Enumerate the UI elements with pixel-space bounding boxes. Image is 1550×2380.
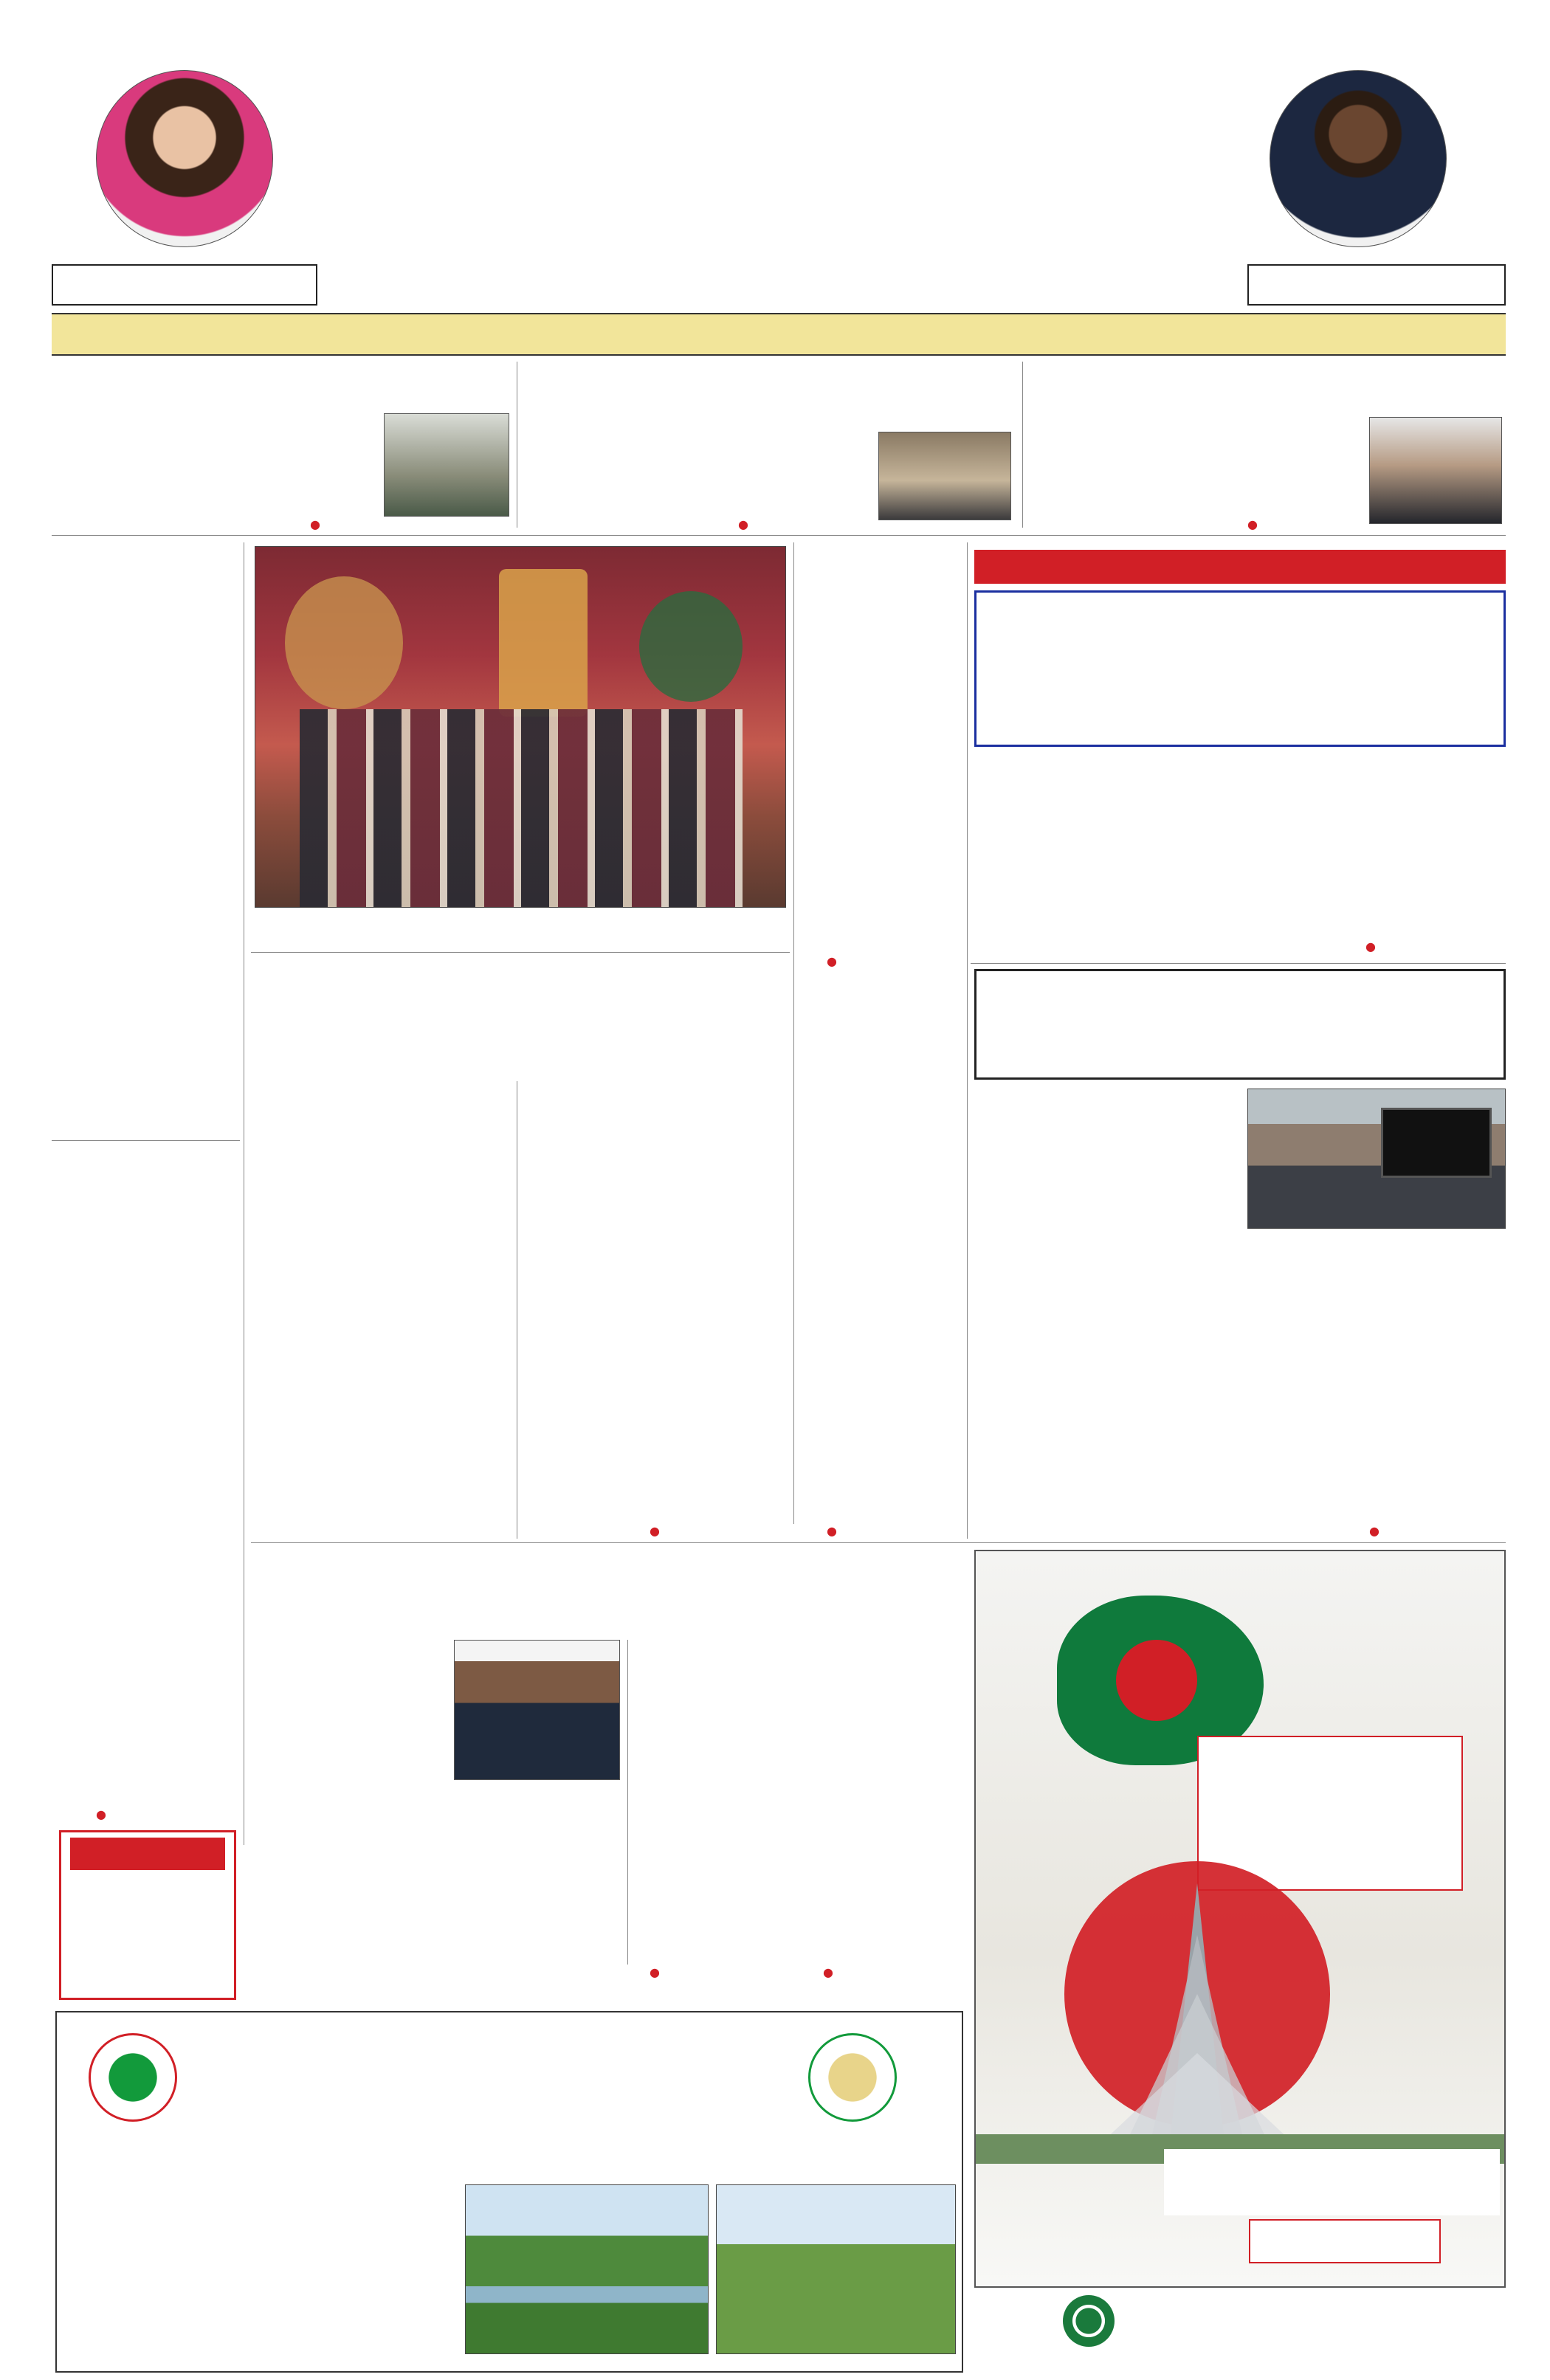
tarique-col1 bbox=[255, 1658, 447, 1953]
army-body bbox=[801, 1664, 960, 1959]
story4-body bbox=[55, 668, 236, 1133]
tarique-photo bbox=[454, 1640, 620, 1780]
tribute-box bbox=[1164, 2149, 1500, 2215]
army-cont[interactable]: ● bbox=[823, 1965, 833, 1979]
canal-photo-2 bbox=[716, 2184, 956, 2354]
banner-label-bar bbox=[974, 550, 1506, 584]
story5-cont[interactable]: ● bbox=[96, 1807, 106, 1821]
july-photo bbox=[1247, 1089, 1506, 1229]
story7-cont[interactable]: ● bbox=[827, 1524, 837, 1538]
entertainment-portrait bbox=[96, 70, 273, 247]
banner-headline-box bbox=[974, 590, 1506, 747]
rupali-ad[interactable] bbox=[974, 1550, 1506, 2288]
monument-icon bbox=[976, 1869, 1506, 2164]
lead-col1 bbox=[255, 1100, 509, 1524]
bangladesh-map-logo bbox=[89, 2033, 177, 2122]
badc-logo bbox=[808, 2033, 897, 2122]
canal-photo-1 bbox=[465, 2184, 709, 2354]
flag-sun-graphic bbox=[1116, 1640, 1197, 1721]
story2-body bbox=[528, 453, 871, 524]
story5-body bbox=[55, 1284, 236, 1801]
right-index-box[interactable] bbox=[1247, 264, 1506, 306]
story6-body bbox=[801, 668, 960, 952]
story3-body bbox=[1033, 446, 1362, 520]
mirza-abbas-photo bbox=[1369, 417, 1502, 524]
story7-body bbox=[801, 1160, 960, 1518]
july-col1 bbox=[978, 1107, 1240, 1531]
left-index-box[interactable] bbox=[52, 264, 317, 306]
tarique-cont[interactable]: ● bbox=[650, 1965, 660, 1979]
award-ceremony-photo bbox=[255, 546, 786, 908]
banner-cont[interactable]: ● bbox=[1365, 939, 1376, 953]
tarique-col2 bbox=[635, 1640, 790, 1957]
story2-cont[interactable]: ● bbox=[738, 517, 748, 531]
respect-box bbox=[1249, 2219, 1441, 2263]
dateline-bar bbox=[52, 313, 1506, 356]
smriti-shoudho-graphic bbox=[976, 1869, 1506, 2164]
rupali-logo bbox=[1063, 2295, 1115, 2347]
lead-col2 bbox=[524, 1081, 786, 1520]
holiday-title bbox=[70, 1838, 225, 1870]
lead-cont[interactable]: ● bbox=[650, 1524, 660, 1538]
july-headline-box bbox=[974, 969, 1506, 1080]
story6-cont[interactable]: ● bbox=[827, 954, 837, 968]
banner-body bbox=[978, 771, 1506, 945]
sports-portrait bbox=[1270, 70, 1447, 247]
home-adviser-photo bbox=[878, 432, 1011, 520]
story3-cont[interactable]: ● bbox=[1247, 517, 1258, 531]
july-cont[interactable]: ● bbox=[1369, 1524, 1380, 1538]
finance-adviser-photo bbox=[384, 413, 509, 517]
story1-cont[interactable]: ● bbox=[310, 517, 320, 531]
july-col2 bbox=[1247, 1236, 1506, 1531]
holiday-body bbox=[68, 1874, 229, 1978]
